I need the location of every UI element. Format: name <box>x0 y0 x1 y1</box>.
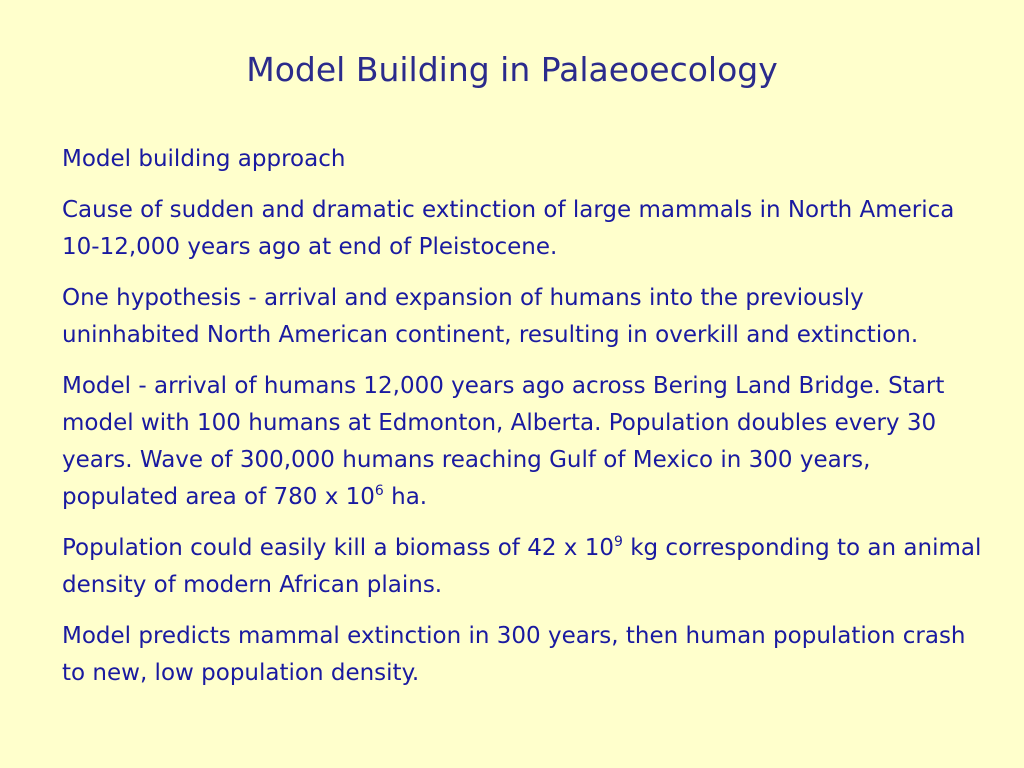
paragraph-biomass <box>62 530 982 604</box>
paragraph-model <box>62 368 982 516</box>
slide-body <box>62 141 982 706</box>
paragraph-model-text: Model - arrival of humans 12,000 years ago across Bering Land Bridge. Start model with 100 humans at Edmonton, Alberta. Population doubles every 30 years. Wave of 300,000 humans reaching Gulf of Mexico in 300 years, populated area of 780 x 10 <box>62 373 945 510</box>
paragraph-approach: Model building approach <box>62 146 346 172</box>
paragraph-prediction: Model predicts mammal extinction in 300 years, then human population crash to new, low population density. <box>62 623 966 686</box>
exponent-area: 6 <box>374 483 384 499</box>
exponent-biomass: 9 <box>613 534 623 550</box>
slide-title: Model Building in Palaeoecology <box>246 50 778 89</box>
paragraph-cause: Cause of sudden and dramatic extinction of large mammals in North America 10-12,000 years ago at end of Pleistocene. <box>62 197 955 260</box>
paragraph-hypothesis: One hypothesis - arrival and expansion of humans into the previously uninhabited North American continent, resulting in overkill and extinction. <box>62 285 919 348</box>
paragraph-model-tail: ha. <box>383 484 428 510</box>
paragraph-biomass-tail: kg corresponding to an animal density of modern African plains. <box>62 535 982 598</box>
paragraph-biomass-text: Population could easily kill a biomass of 42 x 10 <box>62 535 614 561</box>
